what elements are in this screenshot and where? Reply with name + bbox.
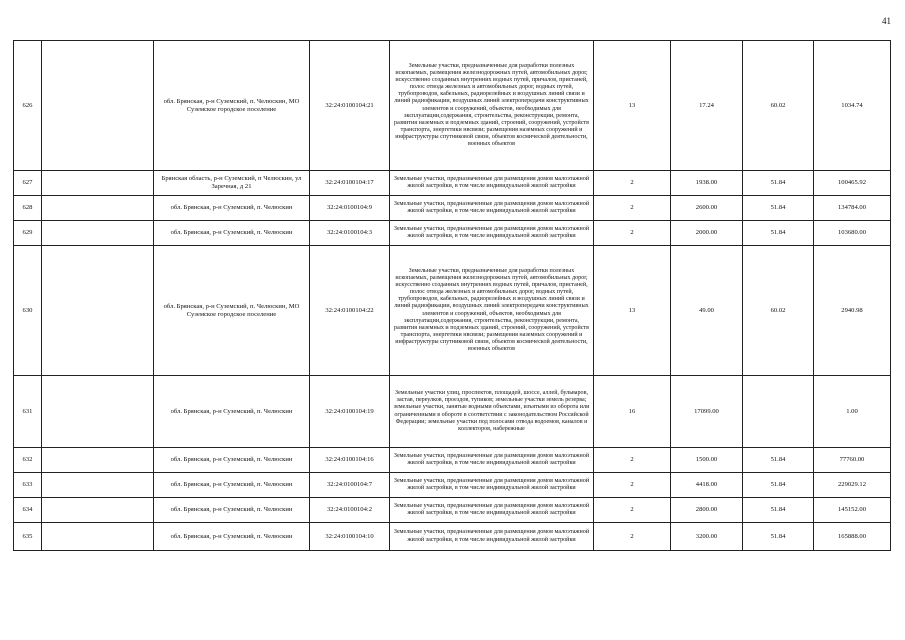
cadastral-value-cell: 103680.00 xyxy=(814,221,891,246)
land-use-description-cell: Земельные участки, предназначенные для размещения домов малоэтажной жилой застройки, в том числе индивидуальной жилой застройки xyxy=(390,498,594,523)
category-code-cell: 13 xyxy=(594,246,671,376)
cadastral-value-cell: 100465.92 xyxy=(814,171,891,196)
row-number-cell: 633 xyxy=(14,473,42,498)
category-code-cell: 13 xyxy=(594,41,671,171)
row-number-cell: 626 xyxy=(14,41,42,171)
land-use-description-cell: Земельные участки, предназначенные для разработки полезных ископаемых, размещения железнодорожных путей, автомобильных дорог, искусственно созданных внутренних водных путей, причалов, пристаней, полос отвода железных и автомобильных дорог, водных путей, трубопроводов, кабельных, радиорелейных и воздушных линий связи и линий радиофикации, воздушных линий электропередачи конструктивных элементов и сооружений, объектов, необходимых для эксплуатации,содержания, строительства, реконструкции, ремонта, развития наземных и подземных зданий, строений, сооружений, устройств транспорта, энергетики нвсвязи; размещения наземных сооружений и инфраструктуры спутниковой связи, объектов космической деятельности, военных объектов xyxy=(390,41,594,171)
cadastral-number-cell: 32:24:0100104:17 xyxy=(310,171,390,196)
category-code-cell: 2 xyxy=(594,498,671,523)
cadastral-number-cell: 32:24:0100104:10 xyxy=(310,523,390,551)
row-number-cell: 627 xyxy=(14,171,42,196)
cadastral-number-cell: 32:24:0100104:21 xyxy=(310,41,390,171)
cadastral-number-cell: 32:24:0100104:19 xyxy=(310,376,390,448)
land-registry-table xyxy=(13,40,891,551)
cadastral-value-cell: 2940.98 xyxy=(814,246,891,376)
address-cell: обл. Брянская, р-н Суземский, п. Челюскин xyxy=(154,473,310,498)
land-use-description-cell: Земельные участки улиц, проспектов, площадей, шоссе, аллей, бульваров, застав, переулков, проездов, тупиков; земельные участки земель резерва; земельные участки, занятые водными объектами, изъятыми из оборота или ограниченными в обороте в соответствии с законодательством Российской Федерации; земельные участки под полосами отвода водоемов, каналов и коллекторов, набережные xyxy=(390,376,594,448)
address-cell: обл. Брянская, р-н Суземский, п. Челюскин xyxy=(154,376,310,448)
land-use-description-cell: Земельные участки, предназначенные для размещения домов малоэтажной жилой застройки, в том числе индивидуальной жилой застройки xyxy=(390,196,594,221)
table-row xyxy=(14,498,891,523)
rate-cell: 51.84 xyxy=(743,171,814,196)
spacer-cell xyxy=(42,376,154,448)
table-row xyxy=(14,171,891,196)
row-number-cell: 629 xyxy=(14,221,42,246)
address-cell: обл. Брянская, р-н Суземский, п. Челюскин xyxy=(154,448,310,473)
row-number-cell: 634 xyxy=(14,498,42,523)
rate-cell xyxy=(743,376,814,448)
land-use-description-cell: Земельные участки, предназначенные для размещения домов малоэтажной жилой застройки, в том числе индивидуальной жилой застройки xyxy=(390,523,594,551)
table-row xyxy=(14,473,891,498)
row-number-cell: 631 xyxy=(14,376,42,448)
cadastral-value-cell: 134784.00 xyxy=(814,196,891,221)
rate-cell: 51.84 xyxy=(743,473,814,498)
cadastral-value-cell: 1034.74 xyxy=(814,41,891,171)
land-use-description-cell: Земельные участки, предназначенные для разработки полезных ископаемых, размещения железнодорожных путей, автомобильных дорог, искусственно созданных внутренних водных путей, причалов, пристаней, полос отвода железных и автомобильных дорог, водных путей, трубопроводов, кабельных, радиорелейных и воздушных линий связи и линий радиофикации, воздушных линий электропередачи конструктивных элементов и сооружений, объектов, необходимых для эксплуатации,содержания, строительства, реконструкции, ремонта, развития наземных и подземных зданий, строений, сооружений, устройств транспорта, энергетики нвсвязи; размещения наземных сооружений и инфраструктуры спутниковой связи, объектов космической деятельности, военных объектов xyxy=(390,246,594,376)
spacer-cell xyxy=(42,498,154,523)
row-number-cell: 630 xyxy=(14,246,42,376)
spacer-cell xyxy=(42,448,154,473)
cadastral-number-cell: 32:24:0100104:3 xyxy=(310,221,390,246)
spacer-cell xyxy=(42,196,154,221)
address-cell: обл. Брянская, р-н Суземский, п. Челюскин xyxy=(154,221,310,246)
cadastral-value-cell: 1.00 xyxy=(814,376,891,448)
rate-cell: 51.84 xyxy=(743,221,814,246)
area-cell: 4418.00 xyxy=(671,473,743,498)
spacer-cell xyxy=(42,171,154,196)
category-code-cell: 2 xyxy=(594,523,671,551)
category-code-cell: 2 xyxy=(594,448,671,473)
category-code-cell: 2 xyxy=(594,171,671,196)
area-cell: 17099.00 xyxy=(671,376,743,448)
land-use-description-cell: Земельные участки, предназначенные для размещения домов малоэтажной жилой застройки, в том числе индивидуальной жилой застройки xyxy=(390,448,594,473)
cadastral-number-cell: 32:24:0100104:9 xyxy=(310,196,390,221)
cadastral-number-cell: 32:24:0100104:7 xyxy=(310,473,390,498)
address-cell: обл. Брянская, р-н Суземский, п. Челюскин xyxy=(154,498,310,523)
category-code-cell: 2 xyxy=(594,196,671,221)
area-cell: 1938.00 xyxy=(671,171,743,196)
table-row xyxy=(14,523,891,551)
area-cell: 1500.00 xyxy=(671,448,743,473)
cadastral-value-cell: 165888.00 xyxy=(814,523,891,551)
land-use-description-cell: Земельные участки, предназначенные для размещения домов малоэтажной жилой застройки, в том числе индивидуальной жилой застройки xyxy=(390,221,594,246)
page-number: 41 xyxy=(882,16,891,26)
area-cell: 17.24 xyxy=(671,41,743,171)
table-row xyxy=(14,221,891,246)
address-cell: обл. Брянская, р-н Суземский, п. Челюскин xyxy=(154,196,310,221)
table-row xyxy=(14,196,891,221)
cadastral-value-cell: 229029.12 xyxy=(814,473,891,498)
address-cell: обл. Брянская, р-н Суземский, п. Челюскин, МО Суземское городское поселение xyxy=(154,246,310,376)
land-use-description-cell: Земельные участки, предназначенные для размещения домов малоэтажной жилой застройки, в том числе индивидуальной жилой застройки xyxy=(390,473,594,498)
area-cell: 3200.00 xyxy=(671,523,743,551)
address-cell: обл. Брянская, р-н Суземский, п. Челюскин, МО Суземское городское поселение xyxy=(154,41,310,171)
table-row xyxy=(14,41,891,171)
category-code-cell: 2 xyxy=(594,221,671,246)
area-cell: 2600.00 xyxy=(671,196,743,221)
table-body xyxy=(14,41,891,551)
spacer-cell xyxy=(42,246,154,376)
category-code-cell: 16 xyxy=(594,376,671,448)
land-use-description-cell: Земельные участки, предназначенные для размещения домов малоэтажной жилой застройки, в том числе индивидуальной жилой застройки xyxy=(390,171,594,196)
row-number-cell: 632 xyxy=(14,448,42,473)
category-code-cell: 2 xyxy=(594,473,671,498)
spacer-cell xyxy=(42,221,154,246)
spacer-cell xyxy=(42,473,154,498)
address-cell: Брянская область, р-н Суземский, п Челюскин, ул Заречная, д 21 xyxy=(154,171,310,196)
cadastral-value-cell: 77760.00 xyxy=(814,448,891,473)
table-row xyxy=(14,246,891,376)
area-cell: 49.00 xyxy=(671,246,743,376)
cadastral-number-cell: 32:24:0100104:2 xyxy=(310,498,390,523)
table-row xyxy=(14,448,891,473)
table-row xyxy=(14,376,891,448)
row-number-cell: 635 xyxy=(14,523,42,551)
cadastral-number-cell: 32:24:0100104:16 xyxy=(310,448,390,473)
rate-cell: 51.84 xyxy=(743,523,814,551)
address-cell: обл. Брянская, р-н Суземский, п. Челюскин xyxy=(154,523,310,551)
rate-cell: 51.84 xyxy=(743,448,814,473)
row-number-cell: 628 xyxy=(14,196,42,221)
spacer-cell xyxy=(42,523,154,551)
rate-cell: 60.02 xyxy=(743,41,814,171)
cadastral-number-cell: 32:24:0100104:22 xyxy=(310,246,390,376)
spacer-cell xyxy=(42,41,154,171)
rate-cell: 51.84 xyxy=(743,498,814,523)
area-cell: 2000.00 xyxy=(671,221,743,246)
cadastral-value-cell: 145152.00 xyxy=(814,498,891,523)
area-cell: 2800.00 xyxy=(671,498,743,523)
rate-cell: 51.84 xyxy=(743,196,814,221)
rate-cell: 60.02 xyxy=(743,246,814,376)
